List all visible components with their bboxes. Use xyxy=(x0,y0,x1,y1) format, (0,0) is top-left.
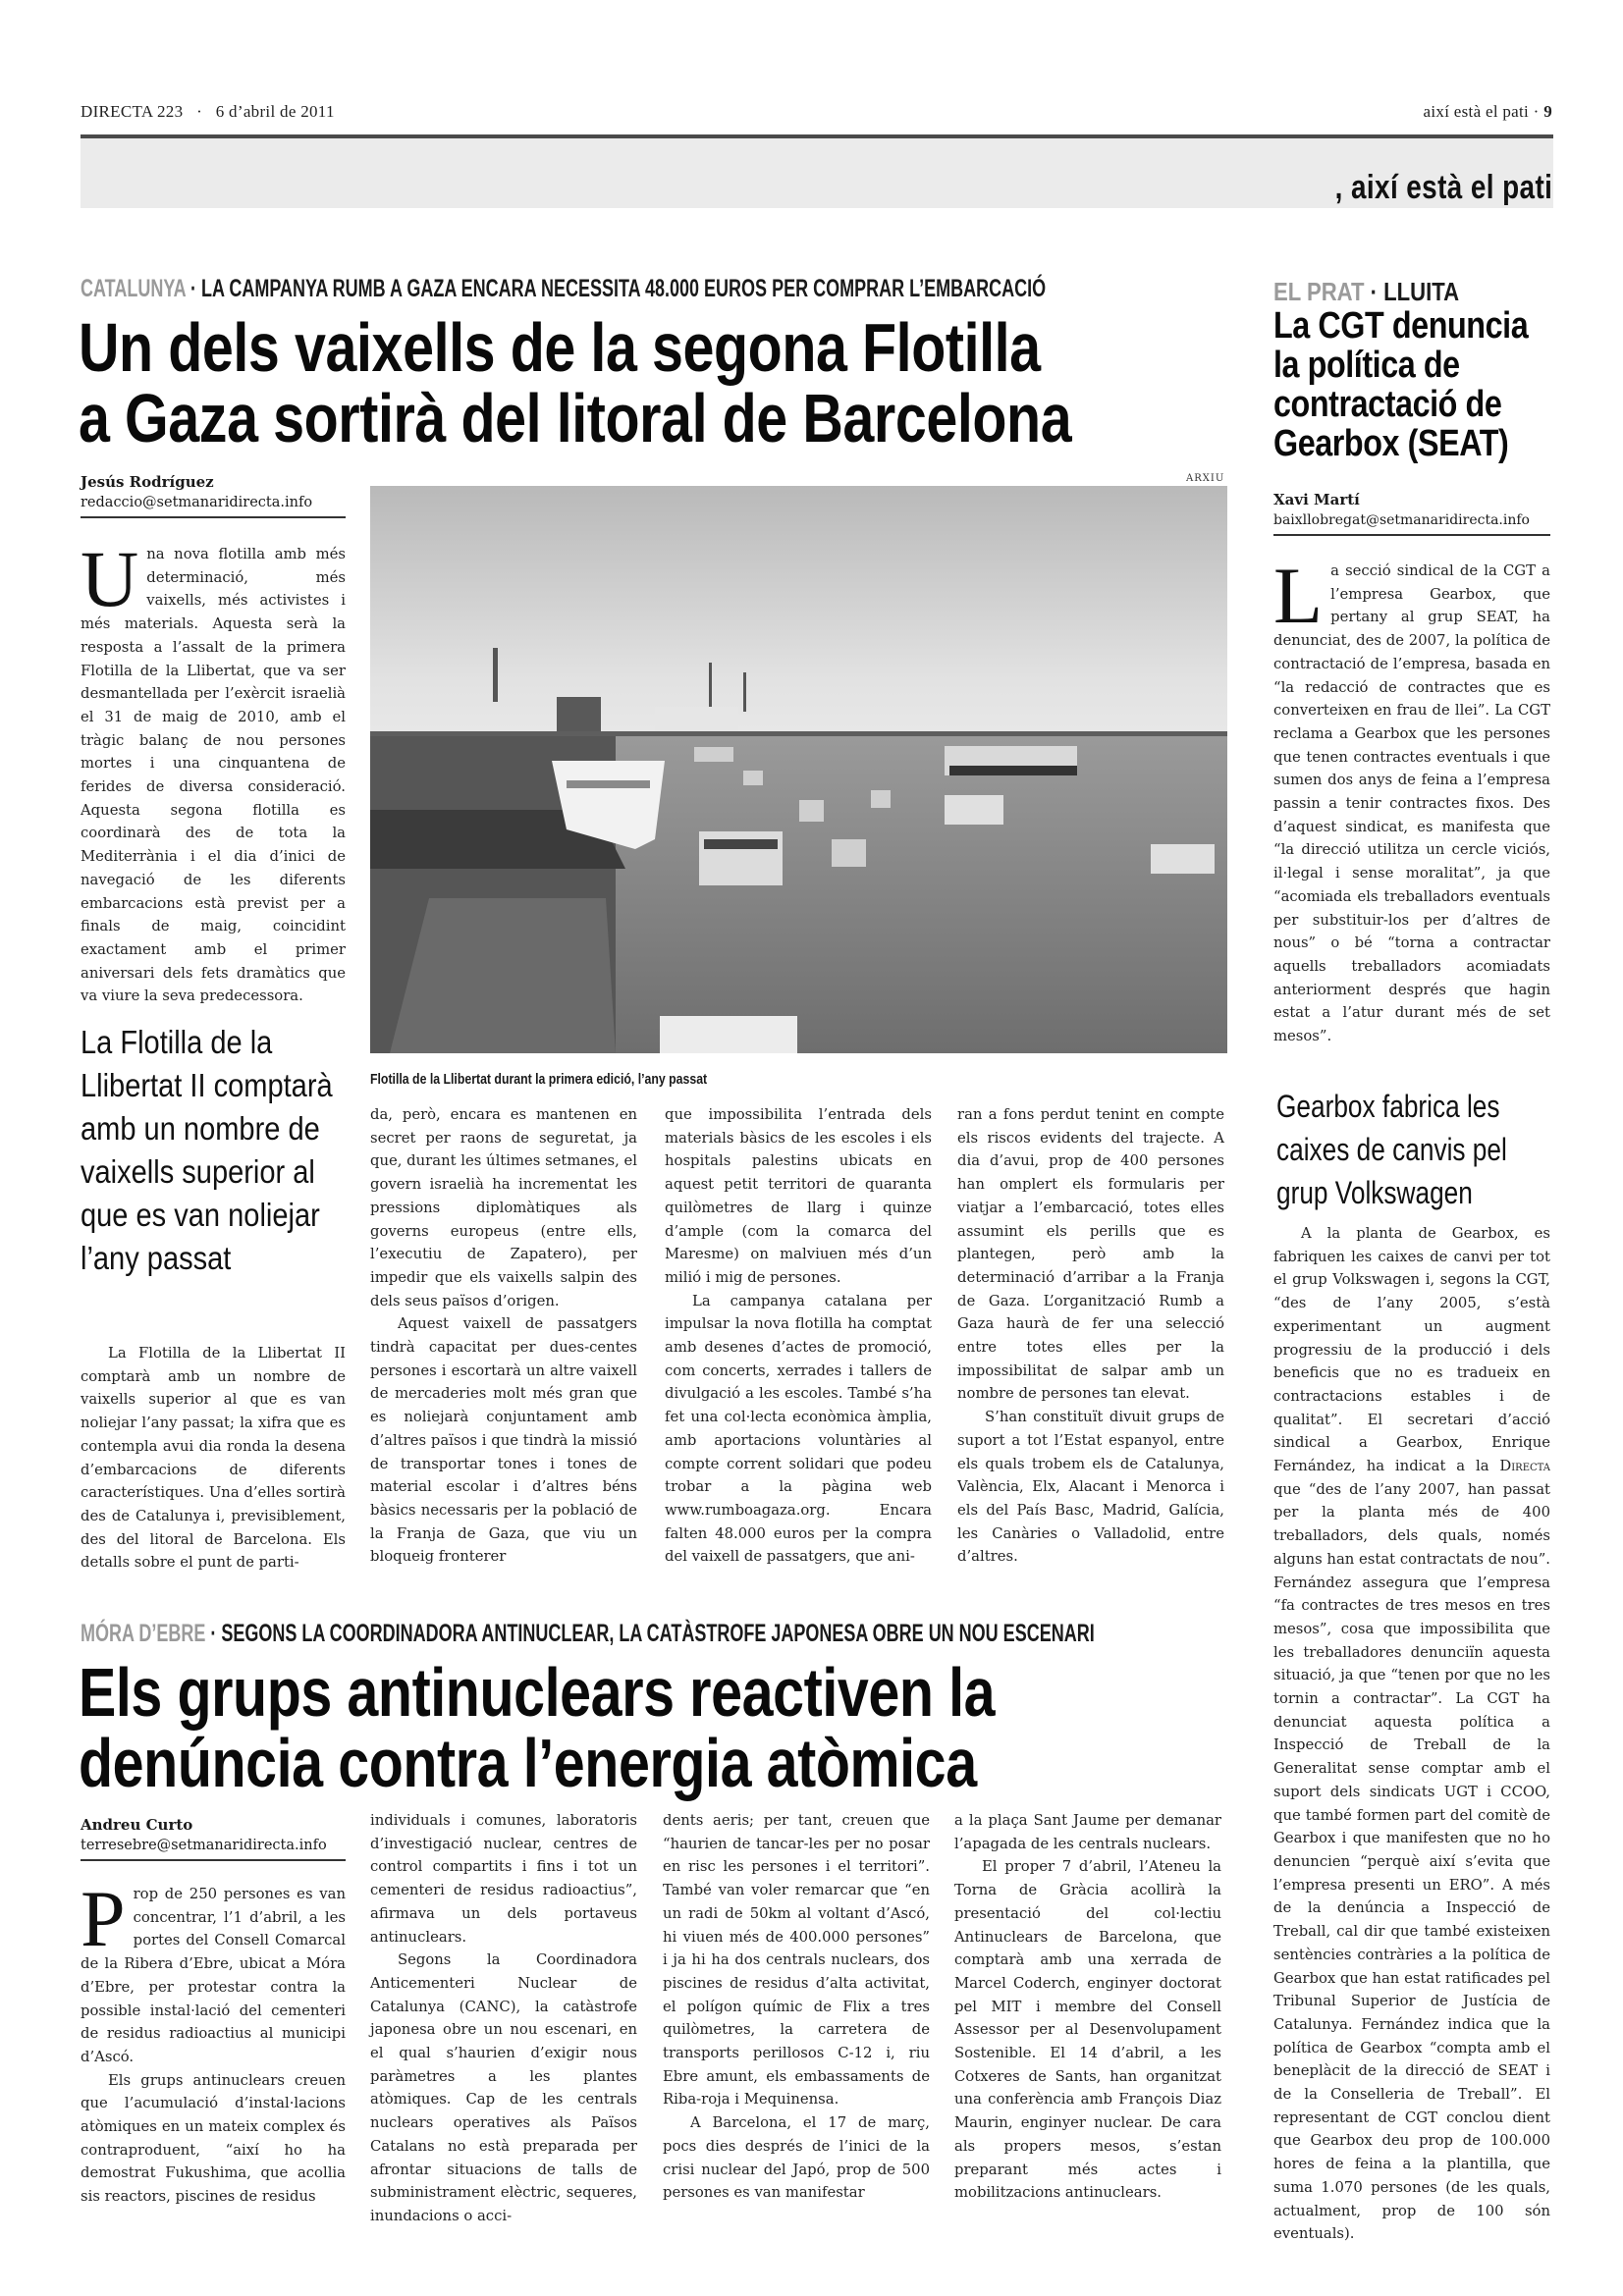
kicker-place: CATALUNYA xyxy=(81,275,186,302)
bottom-byline xyxy=(81,1816,346,1861)
main-col1-continued: La Flotilla de la Llibertat II comptarà amb un nombre de vaixells superior al que es van noliejar l’any passat; la xifra que es contempla avui dia ronda la desena d’embarcacions de diferents característiques. Una d’elles sortirà des de Catalunya i, previsiblement, des del litoral de Barcelona. Els detalls sobre el punt de parti- xyxy=(81,1345,346,1572)
author-email[interactable]: baixllobregat@setmanaridirecta.info xyxy=(1273,512,1530,528)
publication-name: DIRECTA 223 xyxy=(81,102,184,121)
byline-rule xyxy=(1273,534,1550,536)
photo-caption: Flotilla de la Llibertat durant la primera edició, l’any passat xyxy=(370,1071,708,1088)
side-body: La secció sindical de la CGT a l’empresa Gearbox, que pertany al grup SEAT, ha denunciat, des de 2007, la política de contractació de l’empresa, basada en “la redacció de contractes que es converteixen en frau de llei”. La CGT reclama a Gearbox que les persones que tenen contractes eventuals i que sumen dos anys de feina a l’empresa passin a tenir contractes fixos. Des d’aquest sindicat, es manifesta que “la direcció utilitza un cercle viciós, il·legal i sense moralitat”, ja que “acomiada els treballadors eventuals per substituir-los per d’altres de nous” o bé “torna a contractar aquells treballadors acomiadats anteriorment després que hagin estat a l’atur durant més de set mesos”. xyxy=(1273,551,1550,1045)
main-byline xyxy=(81,473,346,518)
main-col4: ran a fons perdut tenint en compte els riscos evidents del trajecte. A dia d’avui, prop de 400 persones han omplert els formularis per viatjar a l’embarcació, totes elles assumint els perills que es plantegen, però amb la determinació d’arribar a la Franja de Gaza. L’organització Rumb a Gaza haurà de fer una selecció entre totes elles per la impossibilitat de salpar amb un nombre de persones tan elevat. S’han constituït divuit grups de suport a tot l’Estat espanyol, entre els quals trobem els de Catalunya, València, Elx, Alacant i Menorca i els del País Basc, Madrid, Galícia, les Canàries o Valladolid, entre d’altres. xyxy=(957,1106,1224,1566)
dropcap: U xyxy=(81,534,139,623)
byline-rule xyxy=(81,516,346,518)
main-col2: da, però, encara es mantenen en secret per raons de seguretat, ja que, durant les últimes setmanes, el govern israelià ha incrementat les pressions diplomàtiques als governs europeus (entre ells, l’executiu de Zapatero), per impedir que els vaixells salpin des dels seus països d’origen. Aquest vaixell de passatgers tindrà capacitat per dues-centes persones i escortarà un altre vaixell de mercaderies molt més gran que es noliejarà conjuntament amb d’altres països i que tindrà la missió de transportar tones i tones de material escolar i d’altres béns bàsics necessaris per la població de la Franja de Gaza, que viu un bloqueig fronterer xyxy=(370,1106,637,1566)
author-email[interactable]: redaccio@setmanaridirecta.info xyxy=(81,495,313,510)
main-lede: Una nova flotilla amb més determinació, més vaixells, més activistes i més materials. Aquesta serà la resposta a l’assalt de la primera Flotilla de la Llibertat, que va ser desmantellada per l’exèrcit israelià el 31 de maig de 2010, amb el tràgic balanç de nou persones mortes i una cinquantena de ferides de diversa consideració. Aquesta segona flotilla es coordinarà des de tota la Mediterrània i el dia d’inici de navegació de les diferents embarcacions està previst per a finals de maig, coincidint exactament amb el primer aniversari dels fets dramàtics que va viure la seva predecessora. xyxy=(81,534,346,1005)
side-byline xyxy=(1273,491,1550,536)
bottom-col2: individuals i comunes, laboratoris d’investigació nuclear, centres de control compartits i fins i tot un cementeri de residus radioactius”, afirmava un dels portaveus antinuclears. Segons la Coordinadora Anticementeri Nuclear de Catalunya (CANC), la catàstrofe japonesa obre un nou escenari, en el qual s’haurien d’exigir nous paràmetres a les plantes atòmiques. Cap de les centrals nuclears operatives als Països Catalans no està preparada per afrontar situacions de talls de subministrament elèctric, sequeres, inundacions o acci- xyxy=(370,1812,637,2224)
kicker-text: LA CAMPANYA RUMB A GAZA ENCARA NECESSITA 48.000 EUROS PER COMPRAR L’EMBARCACIÓ xyxy=(200,275,1047,302)
running-section: així està el pati xyxy=(1423,102,1530,121)
section-band xyxy=(81,138,1553,208)
side-subhead: Gearbox fabrica les caixes de canvis pel grup Volkswagen xyxy=(1276,1089,1507,1210)
section-title: , així està el pati xyxy=(1334,169,1552,206)
pull-quote: La Flotilla de la Llibertat II comptarà amb un nombre de vaixells superior al que es van noliejar l’any passat xyxy=(81,1024,333,1276)
harbour-photo xyxy=(370,486,1227,1053)
side-headline: La CGT denuncia la política de contractació de Gearbox (SEAT) xyxy=(1273,305,1529,464)
page-number: 9 xyxy=(1543,102,1552,121)
photo-image xyxy=(370,486,1227,1053)
author-name: Xavi Martí xyxy=(1273,491,1360,508)
side-kicker: EL PRAT · LLUITA xyxy=(1273,277,1460,306)
side-body-continued: A la planta de Gearbox, es fabriquen les caixes de canvi per tot el grup Volkswagen i, segons la CGT, “des de l’any 2005, s’està experimentant un augment progressiu de la producció i dels beneficis que no es tradueix en contractacions estables i de qualitat”. El secretari d’acció sindical a Gearbox, Enrique Fernández, ha indicat a la Directa que “des de l’any 2007, han passat per la planta més de 400 treballadors, dels quals, només alguns han estat contractats de nou”. Fernández assegura que l’empresa “fa contractes de tres mesos en tres mesos”, cosa que impossibilita que les treballadores denunciïn aquesta situació, ja que “tenen por que no les tornin a contractar”. La CGT ha denunciat aquesta política a Inspecció de Treball de la Generalitat sense comptar amb el suport dels sindicats UGT i CCOO, que també formen part del comitè de Gearbox i que manifesten que no ho denuncien “perquè així s’evita que l’empresa presenti un ERO”. A més de la denúncia a Inspecció de Treball, cal dir que també existeixen sentències contràries a la política de Gearbox que han estat ratificades pel Tribunal Superior de Justícia de Catalunya. Fernández indica que la política de Gearbox “compta amb el beneplàcit de la direcció de SEAT i de la Conselleria de Treball”. El representant de CGT conclou dient que Gearbox deu prop de 100.000 hores de feina a la plantilla, que suma 1.070 persones (de les quals, actualment, prop de 100 són eventuals). xyxy=(1273,1225,1550,2243)
photo-credit: ARXIU xyxy=(1186,473,1225,484)
brand-directa: Directa xyxy=(1499,1458,1550,1475)
running-header-right: així està el pati · 9 xyxy=(1423,102,1552,121)
author-name: Jesús Rodríguez xyxy=(81,473,214,491)
author-email[interactable]: terresebre@setmanaridirecta.info xyxy=(81,1838,327,1853)
bottom-col1: Prop de 250 persones es van concentrar, l’1 d’abril, a les portes del Consell Comarcal de la Ribera d’Ebre, ubicat a Móra d’Ebre, per protestar contra la possible instal·lació del cementeri de residus radioactius al municipi d’Ascó. Els grups antinuclears creuen que l’acumulació d’instal·lacions atòmiques en un mateix complex és contraproduent, “així ho ha demostrat Fukushima, que acollia sis reactors, piscines de residus xyxy=(81,1874,346,2206)
separator: · xyxy=(196,102,203,121)
author-name: Andreu Curto xyxy=(81,1816,193,1834)
issue-date: 6 d’abril de 2011 xyxy=(215,102,335,121)
dropcap: L xyxy=(1273,551,1324,640)
main-col3: que impossibilita l’entrada dels materials bàsics de les escoles i els hospitals palestins ubicats en aquest petit territori de quaranta quilòmetres de llarg i quinze d’ample (com la comarca del Maresme) on malviuen més d’un milió i mig de persones. La campanya catalana per impulsar la nova flotilla ha comptat amb desenes d’actes de promoció, com concerts, xerrades i tallers de divulgació a les escoles. També s’ha fet una col·lecta econòmica àmplia, amb aportacions voluntàries al compte corrent solidari que podeu trobar a la pàgina web www.rumboagaza.org. Encara falten 48.000 euros per la compra del vaixell de passatgers, que ani- xyxy=(665,1106,932,1566)
main-headline: Un dels vaixells de la segona Flotilla a Gaza sortirà del litoral de Barcelona xyxy=(79,309,1072,456)
bottom-col3: dents aeris; per tant, creuen que “haurien de tancar-les per no posar en risc les persones i el territori”. També van voler remarcar que “en un radi de 50km al voltant d’Ascó, hi viuen més de 400.000 persones” i ja hi ha dos centrals nuclears, dos piscines de residus d’alta activitat, el polígon químic de Flix a tres quilòmetres, la carretera de transports perillosos C-12 i, riu Ebre amunt, els embassaments de Riba-roja i Mequinensa. A Barcelona, el 17 de març, pocs dies després de l’inici de la crisi nuclear del Japó, prop de 500 persones es van manifestar xyxy=(663,1812,930,2202)
dropcap: P xyxy=(81,1874,126,1963)
main-kicker: CATALUNYA · LA CAMPANYA RUMB A GAZA ENCARA NECESSITA 48.000 EUROS PER COMPRAR L’EMBARCACIÓ xyxy=(81,275,1047,302)
byline-rule xyxy=(81,1859,346,1861)
bottom-kicker: MÓRA D’EBRE · SEGONS LA COORDINADORA ANTINUCLEAR, LA CATÀSTROFE JAPONESA OBRE UN NOU ESCENARI xyxy=(81,1620,1095,1647)
running-header-left xyxy=(81,102,335,122)
bottom-col4: a la plaça Sant Jaume per demanar l’apagada de les centrals nuclears. El proper 7 d’abril, l’Ateneu la Torna de Gràcia acollirà la presentació del col·lectiu Antinuclears de Barcelona, que comptarà amb una xerrada de Marcel Coderch, enginyer doctorat pel MIT i membre del Consell Assessor per al Desenvolupament Sostenible. El 14 d’abril, a les Cotxeres de Sants, han organitzat una conferència amb François Diaz Maurin, enginyer nuclear. De cara als propers mesos, s’estan preparant més actes i mobilitzacions antinuclears. xyxy=(954,1812,1221,2202)
bottom-headline: Els grups antinuclears reactiven la denúncia contra l’energia atòmica xyxy=(79,1654,996,1801)
